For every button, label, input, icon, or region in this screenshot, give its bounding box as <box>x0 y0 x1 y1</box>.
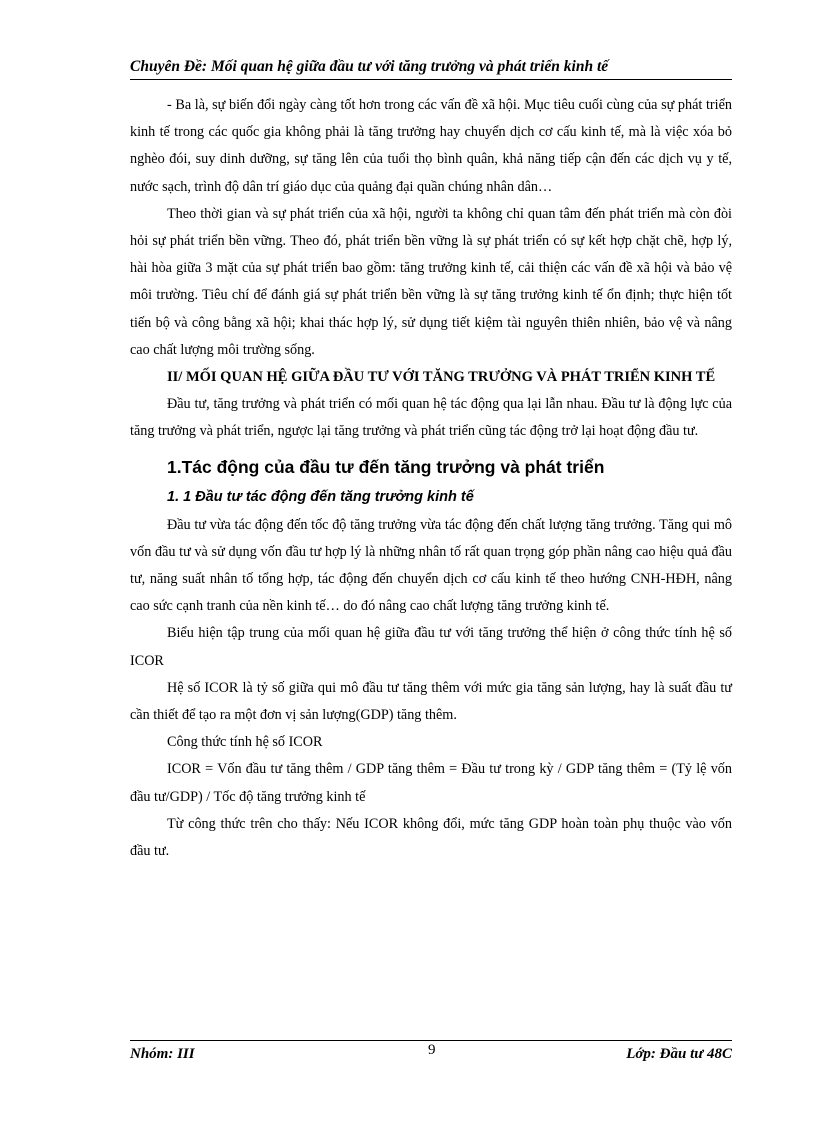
paragraph-icor-formula: ICOR = Vốn đầu tư tăng thêm / GDP tăng thêm = Đầu tư trong kỳ / GDP tăng thêm = (Tỷ lệ vốn đầu tư/GDP) / Tốc độ tăng trưởng kinh tế <box>130 761 732 805</box>
footer-group: Nhóm: III <box>130 1046 195 1062</box>
paragraph-icor-formula-label: Công thức tính hệ số ICOR <box>167 734 323 751</box>
footer-divider <box>130 1040 732 1041</box>
paragraph-investment-effect: Đầu tư vừa tác động đến tốc độ tăng trưởng vừa tác động đến chất lượng tăng trưởng. Tăng qui mô vốn đầu tư và sử dụng vốn đầu tư hợp lý là những nhân tố rất quan trọng góp phần nâng cao hiệu quả đầu tư, năng suất nhân tố tổng hợp, tác động đến chuyển dịch cơ cấu kinh tế theo hướng CNH-HĐH, nâng cao sức cạnh tranh của nền kinh tế… do đó nâng cao chất lượng tăng trưởng kinh tế. <box>130 516 732 615</box>
page-content <box>130 92 732 865</box>
footer-class: Lớp: Đầu tư 48C <box>626 1046 732 1062</box>
heading-1: 1.Tác động của đầu tư đến tăng trưởng và phát triển <box>167 456 605 477</box>
paragraph-relationship-intro: Đầu tư, tăng trưởng và phát triển có mối quan hệ tác động qua lại lẫn nhau. Đầu tư là động lực của tăng trưởng và phát triển, ngược lại tăng trưởng và phát triển cũng tác động trở lại hoạt động đầu tư. <box>130 396 732 440</box>
page-footer <box>130 1042 732 1066</box>
page-number: 9 <box>428 1042 436 1058</box>
heading-1-1: 1. 1 Đầu tư tác động đến tăng trưởng kinh tế <box>167 488 474 505</box>
paragraph-icor-definition: Hệ số ICOR là tỷ số giữa qui mô đầu tư tăng thêm với mức gia tăng sản lượng, hay là suất đầu tư cần thiết để tạo ra một đơn vị sản lượng(GDP) tăng thêm. <box>130 679 732 724</box>
paragraph-sustainable-development: Theo thời gian và sự phát triển của xã hội, người ta không chỉ quan tâm đến phát triển mà còn đòi hỏi sự phát triển bền vững. Theo đó, phát triển bền vững là sự phát triển có sự kết hợp chặt chẽ, hợp lý, hài hòa giữa 3 mặt của sự phát triển bao gồm: tăng trưởng kinh tế, cải thiện các vấn đề xã hội và bảo vệ môi trường. Tiêu chí để đánh giá sự phát triển bền vững là sự tăng trưởng kinh tế ổn định; thực hiện tốt tiến bộ và công bằng xã hội; khai thác hợp lý, sử dụng tiết kiệm tài nguyên thiên nhiên, bảo vệ và nâng cao chất lượng môi trường sống. <box>130 205 732 358</box>
paragraph-icor-intro: Biểu hiện tập trung của mối quan hệ giữa đầu tư với tăng trưởng thể hiện ở công thức tính hệ số ICOR <box>130 625 732 669</box>
paragraph-icor-conclusion: Từ công thức trên cho thấy: Nếu ICOR không đổi, mức tăng GDP hoàn toàn phụ thuộc vào vốn đầu tư. <box>130 815 732 860</box>
page-header: Chuyên Đề: Mối quan hệ giữa đầu tư với tăng trưởng và phát triển kinh tế <box>130 58 732 80</box>
paragraph-ba-la: - Ba là, sự biến đổi ngày càng tốt hơn trong các vấn đề xã hội. Mục tiêu cuối cùng của sự phát triển kinh tế trong các quốc gia không phải là tăng trưởng hay chuyển dịch cơ cấu kinh tế, mà là việc xóa bỏ nghèo đói, suy dinh dưỡng, sự tăng lên của tuổi thọ bình quân, khả năng tiếp cận đến các dịch vụ y tế, nước sạch, trình độ dân trí giáo dục của quảng đại quần chúng nhân dân… <box>130 97 732 195</box>
section-heading-ii: II/ MỐI QUAN HỆ GIỮA ĐẦU TƯ VỚI TĂNG TRƯỞNG VÀ PHÁT TRIỂN KINH TẾ <box>167 369 716 386</box>
